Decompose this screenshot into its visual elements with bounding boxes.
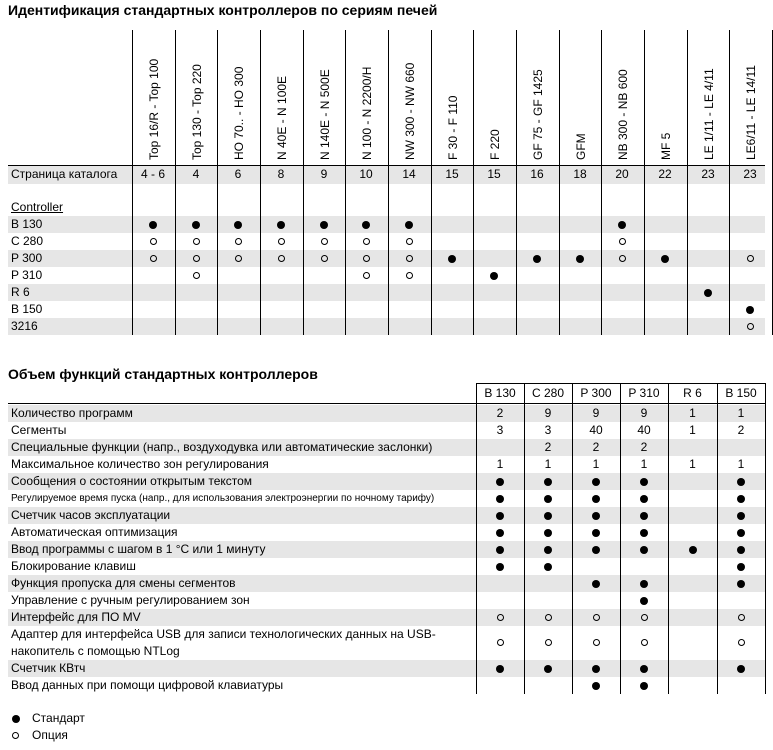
table-cell [717, 558, 765, 575]
open-circle-icon [321, 255, 328, 262]
catalog-page: 20 [615, 167, 629, 181]
filled-dot-icon [544, 478, 552, 486]
table-cell [217, 216, 259, 233]
filled-dot-icon [640, 597, 648, 605]
row-band [8, 318, 765, 335]
series-header: LE6/11 - LE 14/11 [744, 65, 758, 160]
table-cell: 2 [496, 406, 504, 420]
series-header: N 40E - N 100E [275, 75, 289, 160]
table-cell [620, 592, 668, 609]
open-circle-icon [497, 614, 504, 621]
filled-dot-icon [533, 255, 541, 263]
table-cell [524, 541, 572, 558]
grid-line [765, 383, 766, 694]
controller-column-header: B 150 [725, 386, 757, 400]
table-cell: 2 [640, 440, 648, 454]
table-cell [572, 541, 620, 558]
filled-dot-icon [689, 546, 697, 554]
filled-dot-icon [640, 665, 648, 673]
legend-option-label: Опция [32, 728, 68, 742]
function-label: Блокирование клавиш [11, 559, 136, 573]
filled-dot-icon [496, 512, 504, 520]
filled-dot-icon [592, 495, 600, 503]
table-cell [717, 524, 765, 541]
controller-name: 3216 [11, 319, 38, 333]
catalog-page: 9 [320, 167, 328, 181]
open-circle-icon [738, 614, 745, 621]
table-cell [717, 473, 765, 490]
filled-dot-icon [277, 221, 285, 229]
filled-dot-icon [544, 546, 552, 554]
open-circle-icon [193, 238, 200, 245]
catalog-page: 4 [192, 167, 200, 181]
controller-column-header: C 280 [531, 386, 565, 400]
controller-name: B 130 [11, 217, 43, 231]
legend-standard [12, 710, 85, 726]
function-label: Сегменты [11, 423, 67, 437]
function-label: накопитель с помощью NTLog [11, 644, 180, 658]
open-circle-icon [747, 323, 754, 330]
table-cell [388, 233, 430, 250]
table-cell: 1 [737, 406, 745, 420]
filled-dot-icon [234, 221, 242, 229]
open-circle-icon [235, 238, 242, 245]
table-cell [620, 541, 668, 558]
series-header: HO 70.. - HO 300 [232, 66, 246, 160]
filled-dot-icon [640, 682, 648, 690]
open-circle-icon [545, 639, 552, 646]
filled-dot-icon [490, 272, 498, 280]
table-cell: 9 [544, 406, 552, 420]
table-cell [217, 233, 259, 250]
legend-standard-label: Стандарт [32, 711, 85, 725]
open-circle-icon [193, 255, 200, 262]
catalog-page: 10 [359, 167, 373, 181]
table-cell [559, 250, 601, 267]
table-cell: 1 [496, 457, 504, 471]
table-cell [668, 541, 717, 558]
table-cell: 1 [544, 457, 552, 471]
catalog-page: 14 [402, 167, 416, 181]
filled-dot-icon [592, 665, 600, 673]
open-circle-icon [363, 272, 370, 279]
table-cell [431, 250, 473, 267]
filled-dot-icon [496, 529, 504, 537]
legend-option [12, 727, 68, 743]
function-label: Специальные функции (напр., воздуходувка или автоматические заслонки) [11, 440, 433, 454]
table-cell: 1 [737, 457, 745, 471]
filled-dot-icon [661, 255, 669, 263]
table-cell [601, 216, 643, 233]
table-cell [524, 524, 572, 541]
table-cell: 9 [592, 406, 600, 420]
table-cell [572, 507, 620, 524]
table-cell [516, 250, 558, 267]
table-cell [175, 250, 217, 267]
controller-name: P 300 [11, 251, 43, 265]
table-cell [620, 507, 668, 524]
table-cell [132, 250, 174, 267]
filled-dot-icon [737, 512, 745, 520]
filled-dot-icon [544, 665, 552, 673]
table-cell [572, 677, 620, 694]
table-cell [476, 490, 524, 507]
controller-column-header: P 310 [628, 386, 660, 400]
table-cell [476, 524, 524, 541]
table-cell: 2 [737, 423, 745, 437]
filled-dot-icon [737, 495, 745, 503]
open-circle-icon [12, 732, 19, 739]
table-cell [687, 284, 729, 301]
table-cell [601, 250, 643, 267]
table-cell: 1 [689, 457, 696, 471]
controller-column-header: B 130 [484, 386, 516, 400]
series-header: LE 1/11 - LE 4/11 [702, 68, 716, 160]
open-circle-icon [593, 639, 600, 646]
table-cell [175, 216, 217, 233]
table-cell [303, 250, 345, 267]
catalog-page: 15 [487, 167, 501, 181]
catalog-page: 18 [573, 167, 587, 181]
table-cell [601, 233, 643, 250]
filled-dot-icon [640, 478, 648, 486]
table-cell [729, 250, 771, 267]
filled-dot-icon [592, 682, 600, 690]
table-cell [717, 507, 765, 524]
catalog-page: 23 [743, 167, 757, 181]
filled-dot-icon [496, 665, 504, 673]
series-header: GFM [574, 133, 588, 160]
series-header: N 100 - N 2200/H [360, 66, 374, 160]
catalog-page: 15 [445, 167, 459, 181]
table-cell [476, 541, 524, 558]
open-circle-icon [321, 238, 328, 245]
table-cell [572, 524, 620, 541]
table-cell [524, 473, 572, 490]
table-cell [524, 558, 572, 575]
series-header: N 140E - N 500E [318, 69, 332, 160]
table-cell [303, 233, 345, 250]
table-cell: 2 [592, 440, 600, 454]
catalog-page: 6 [234, 167, 242, 181]
grid-line [8, 403, 765, 404]
filled-dot-icon [405, 221, 413, 229]
table-cell: 1 [689, 423, 696, 437]
table-cell [717, 541, 765, 558]
series-header: Top 130 - Top 220 [190, 64, 204, 160]
filled-dot-icon [737, 478, 745, 486]
table-cell: 1 [592, 457, 600, 471]
filled-dot-icon [448, 255, 456, 263]
table-cell [729, 301, 771, 318]
filled-dot-icon [592, 529, 600, 537]
filled-dot-icon [149, 221, 157, 229]
table-cell [476, 558, 524, 575]
series-header: Top 16/R - Top 100 [147, 58, 161, 160]
function-label: Счетчик КВтч [11, 661, 86, 675]
filled-dot-icon [12, 715, 20, 723]
open-circle-icon [545, 614, 552, 621]
controller-column-header: P 300 [580, 386, 612, 400]
filled-dot-icon [544, 512, 552, 520]
function-label: Количество программ [11, 406, 133, 420]
open-circle-icon [193, 272, 200, 279]
table-cell [572, 473, 620, 490]
filled-dot-icon [640, 512, 648, 520]
catalog-page: 4 - 6 [140, 167, 165, 181]
table-cell: 3 [496, 423, 504, 437]
controller-name: B 150 [11, 302, 43, 316]
filled-dot-icon [544, 495, 552, 503]
filled-dot-icon [592, 580, 600, 588]
function-label: Ввод программы с шагом в 1 °C или 1 минуту [11, 542, 266, 556]
table-cell: 2 [544, 440, 552, 454]
catalog-page: 16 [530, 167, 544, 181]
filled-dot-icon [544, 529, 552, 537]
filled-dot-icon [192, 221, 200, 229]
table-cell: 9 [640, 406, 648, 420]
filled-dot-icon [544, 563, 552, 571]
table-cell [476, 507, 524, 524]
filled-dot-icon [496, 563, 504, 571]
controller-name: R 6 [11, 285, 30, 299]
series-header: F 30 - F 110 [446, 95, 460, 160]
table-cell [620, 660, 668, 677]
table-cell [260, 250, 302, 267]
filled-dot-icon [496, 546, 504, 554]
table-cell [473, 267, 515, 284]
table-cell [260, 216, 302, 233]
table-cell [620, 575, 668, 592]
filled-dot-icon [592, 546, 600, 554]
open-circle-icon [747, 255, 754, 262]
filled-dot-icon [320, 221, 328, 229]
table-cell [644, 250, 686, 267]
filled-dot-icon [737, 563, 745, 571]
table-cell [717, 634, 765, 651]
table-cell [388, 216, 430, 233]
series-controller-table [0, 0, 773, 350]
filled-dot-icon [618, 221, 626, 229]
table-cell: 1 [689, 406, 696, 420]
table-cell [524, 490, 572, 507]
table-cell [476, 660, 524, 677]
table-cell [717, 609, 765, 626]
series-header: NB 300 - NB 600 [616, 69, 630, 160]
controller-label: Controller [11, 200, 64, 214]
table-cell [345, 267, 387, 284]
controller-name: P 310 [11, 268, 43, 282]
open-circle-icon [406, 255, 413, 262]
function-label: Максимальное количество зон регулирования [11, 457, 269, 471]
table-cell [620, 677, 668, 694]
table-cell [572, 634, 620, 651]
open-circle-icon [641, 614, 648, 621]
open-circle-icon [406, 238, 413, 245]
table-cell [345, 233, 387, 250]
filled-dot-icon [640, 546, 648, 554]
function-label: Регулируемое время пуска (напр., для использования электроэнергии по ночному тарифу) [11, 493, 435, 504]
table-cell [572, 609, 620, 626]
filled-dot-icon [592, 512, 600, 520]
catalog-page: 23 [701, 167, 715, 181]
series-header: MF 5 [659, 132, 673, 160]
table-cell [524, 634, 572, 651]
row-band [8, 284, 765, 301]
table-cell [620, 609, 668, 626]
open-circle-icon [406, 272, 413, 279]
open-circle-icon [619, 255, 626, 262]
series-header: NW 300 - NW 660 [403, 62, 417, 160]
table-cell [303, 216, 345, 233]
filled-dot-icon [496, 478, 504, 486]
table-cell [620, 524, 668, 541]
table-cell [217, 250, 259, 267]
open-circle-icon [497, 639, 504, 646]
open-circle-icon [235, 255, 242, 262]
table-cell: 40 [637, 423, 651, 437]
table-cell [524, 660, 572, 677]
filled-dot-icon [737, 546, 745, 554]
filled-dot-icon [496, 495, 504, 503]
function-label: Автоматическая оптимизация [11, 525, 178, 539]
function-label: Сообщения о состоянии открытым текстом [11, 474, 253, 488]
controller-column-header: R 6 [683, 386, 702, 400]
filled-dot-icon [704, 289, 712, 297]
table-cell [132, 216, 174, 233]
table-cell: 3 [544, 423, 552, 437]
table-cell [572, 660, 620, 677]
open-circle-icon [738, 639, 745, 646]
table-cell [175, 267, 217, 284]
open-circle-icon [278, 238, 285, 245]
table-cell [717, 660, 765, 677]
table2-title: Объем функций стандартных контроллеров [8, 366, 318, 382]
open-circle-icon [619, 238, 626, 245]
series-header: GF 75 - GF 1425 [531, 69, 545, 160]
open-circle-icon [593, 614, 600, 621]
table-cell [476, 473, 524, 490]
table-cell: 40 [589, 423, 603, 437]
catalog-page: 22 [658, 167, 672, 181]
controller-name: C 280 [11, 234, 44, 248]
filled-dot-icon [640, 529, 648, 537]
filled-dot-icon [737, 580, 745, 588]
function-label: Адаптер для интерфейса USB для записи технологических данных на USB- [11, 627, 436, 641]
table-cell [620, 634, 668, 651]
table-cell [476, 609, 524, 626]
function-label: Ввод данных при помощи цифровой клавиатуры [11, 678, 284, 692]
filled-dot-icon [362, 221, 370, 229]
table-cell [524, 507, 572, 524]
table-cell [345, 216, 387, 233]
open-circle-icon [363, 238, 370, 245]
catalog-page-label: Страница каталога [11, 167, 118, 181]
table-cell [132, 233, 174, 250]
table-cell [260, 233, 302, 250]
table-cell [524, 609, 572, 626]
filled-dot-icon [640, 580, 648, 588]
table1-title: Идентификация стандартных контроллеров по сериям печей [8, 2, 438, 18]
open-circle-icon [363, 255, 370, 262]
open-circle-icon [150, 238, 157, 245]
filled-dot-icon [737, 665, 745, 673]
filled-dot-icon [746, 306, 754, 314]
open-circle-icon [641, 639, 648, 646]
table-cell [620, 490, 668, 507]
table-cell [729, 318, 771, 335]
filled-dot-icon [737, 529, 745, 537]
series-header: F 220 [488, 129, 502, 160]
table-cell [717, 490, 765, 507]
function-label: Интерфейс для ПО MV [11, 610, 141, 624]
table-cell [175, 233, 217, 250]
open-circle-icon [150, 255, 157, 262]
function-label: Функция пропуска для смены сегментов [11, 576, 236, 590]
table-cell [717, 575, 765, 592]
filled-dot-icon [592, 478, 600, 486]
filled-dot-icon [640, 495, 648, 503]
table-cell: 1 [640, 457, 648, 471]
table-cell [345, 250, 387, 267]
table-cell [572, 490, 620, 507]
catalog-page: 8 [277, 167, 285, 181]
table-cell [388, 250, 430, 267]
filled-dot-icon [576, 255, 584, 263]
table-cell [388, 267, 430, 284]
table-cell [620, 473, 668, 490]
open-circle-icon [278, 255, 285, 262]
function-label: Счетчик часов эксплуатации [11, 508, 171, 522]
table-cell [476, 634, 524, 651]
function-label: Управление с ручным регулированием зон [11, 593, 250, 607]
table-cell [572, 575, 620, 592]
